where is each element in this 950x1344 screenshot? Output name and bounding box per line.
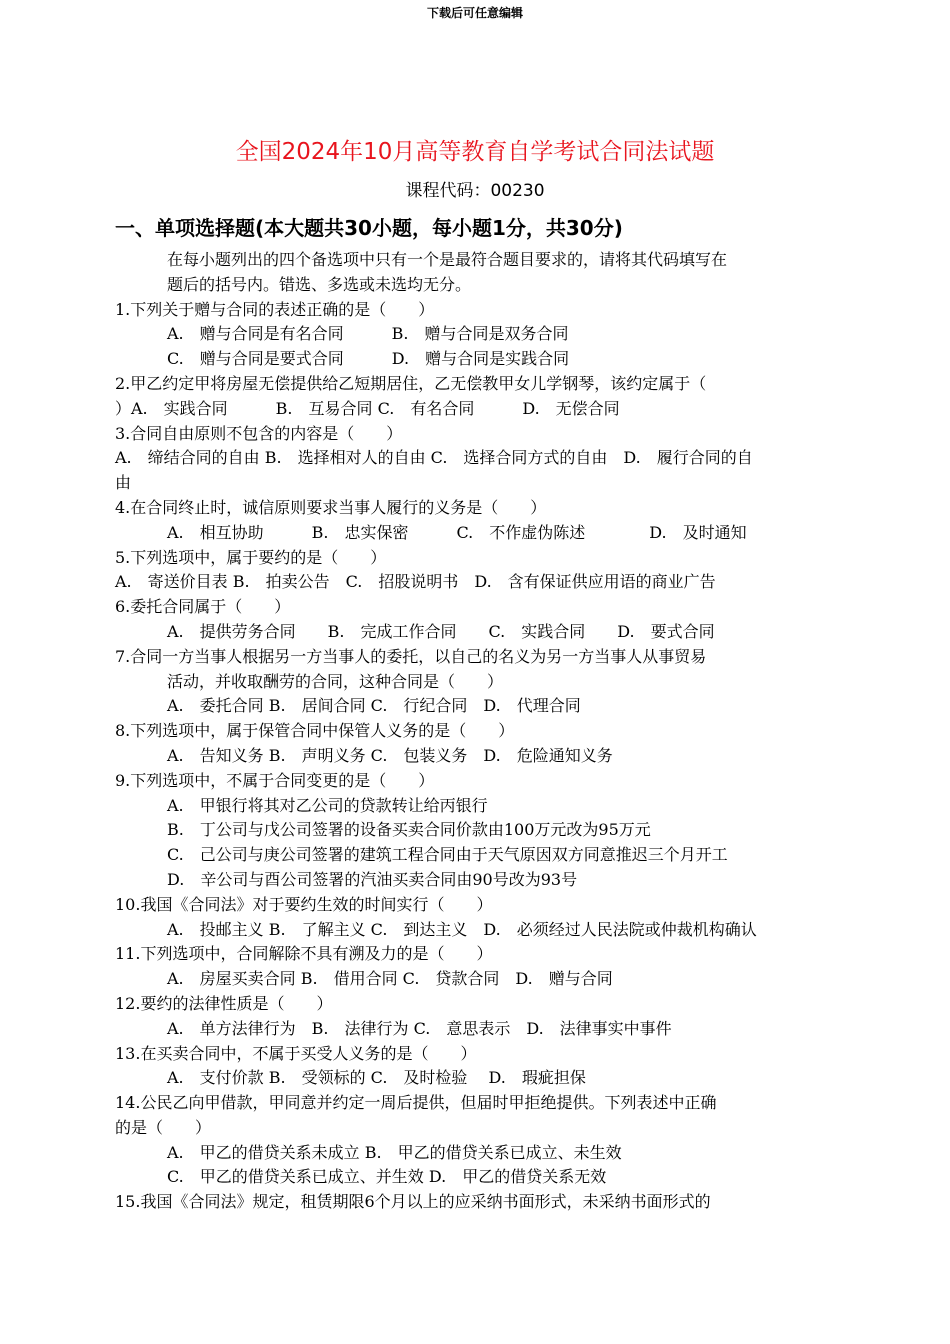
exam-title: 全国2024年10月高等教育自学考试合同法试题 (235, 139, 715, 165)
question-options: A. 房屋买卖合同 B. 借用合同 C. 贷款合同 D. 赠与合同 (167, 969, 613, 989)
question-options: A. 相互协助 B. 忠实保密 C. 不作虚伪陈述 D. 及时通知 (167, 522, 747, 542)
question-stem: 9.下列选项中，不属于合同变更的是（ ） (115, 770, 435, 790)
question-options: A. 缔结合同的自由 B. 选择相对人的自由 C. 选择合同方式的自由 D. 履行合同的自 (115, 448, 753, 468)
question-options: A. 提供劳务合同 B. 完成工作合同 C. 实践合同 D. 要式合同 (167, 621, 715, 641)
section-title: 一、单项选择题(本大题共30小题，每小题1分，共30分) (115, 216, 623, 240)
question-options: A. 单方法律行为 B. 法律行为 C. 意思表示 D. 法律事实中事件 (167, 1018, 672, 1038)
question-stem: 10.我国《合同法》对于要约生效的时间实行（ ） (115, 894, 493, 914)
question-stem: 3.合同自由原则不包含的内容是（ ） (115, 423, 403, 443)
question-options: A. 委托合同 B. 居间合同 C. 行纪合同 D. 代理合同 (167, 696, 581, 716)
instruction-line: 在每小题列出的四个备选项中只有一个是最符合题目要求的，请将其代码填写在 (167, 250, 728, 269)
question-option: C. 己公司与庚公司签署的建筑工程合同由于天气原因双方同意推迟三个月开工 (167, 845, 728, 865)
question-options: A. 赠与合同是有名合同 B. 赠与合同是双务合同 (167, 324, 569, 344)
question-options: C. 甲乙的借贷关系已成立、并生效 D. 甲乙的借贷关系无效 (167, 1167, 607, 1187)
question-stem: 13.在买卖合同中，不属于买受人义务的是（ ） (115, 1043, 477, 1063)
instruction-line: 题后的括号内。错选、多选或未选均无分。 (167, 274, 472, 294)
question-stem: 14.公民乙向甲借款，甲同意并约定一周后提供，但届时甲拒绝提供。下列表述中正确 (115, 1093, 717, 1113)
question-options: A. 支付价款 B. 受领标的 C. 及时检验 D. 瑕疵担保 (167, 1068, 586, 1088)
question-option: B. 丁公司与戊公司签署的设备买卖合同价款由100万元改为95万元 (167, 820, 651, 840)
question-stem: 4.在合同终止时，诚信原则要求当事人履行的义务是（ ） (115, 497, 547, 517)
question-options: A. 告知义务 B. 声明义务 C. 包装义务 D. 危险通知义务 (167, 745, 613, 765)
question-stem: 2.甲乙约定甲将房屋无偿提供给乙短期居住，乙无偿教甲女儿学钢琴，该约定属于（ (115, 373, 707, 393)
question-stem: 12.要约的法律性质是（ ） (115, 993, 333, 1013)
question-options: A. 投邮主义 B. 了解主义 C. 到达主义 D. 必须经过人民法院或仲裁机构确认 (167, 919, 757, 939)
question-stem: 活动，并收取酬劳的合同，这种合同是（ ） (167, 671, 504, 691)
question-options: C. 赠与合同是要式合同 D. 赠与合同是实践合同 (167, 349, 570, 369)
course-code: 课程代码：00230 (405, 181, 545, 201)
question-options: A. 寄送价目表 B. 拍卖公告 C. 招股说明书 D. 含有保证供应用语的商业广告 (115, 572, 716, 592)
question-stem: 1.下列关于赠与合同的表述正确的是（ ） (115, 299, 435, 319)
question-stem: 8.下列选项中，属于保管合同中保管人义务的是（ ） (115, 721, 515, 741)
question-stem: 6.委托合同属于（ ） (115, 597, 291, 617)
question-stem: 的是（ ） (115, 1117, 212, 1137)
question-body (115, 248, 840, 1215)
question-options: ）A. 实践合同 B. 互易合同 C. 有名合同 D. 无偿合同 (115, 398, 620, 418)
question-option: A. 甲银行将其对乙公司的贷款转让给丙银行 (167, 795, 488, 815)
question-stem: 5.下列选项中，属于要约的是（ ） (115, 547, 387, 567)
question-option: D. 辛公司与酉公司签署的汽油买卖合同由90号改为93号 (167, 869, 578, 889)
question-stem: 15.我国《合同法》规定，租赁期限6个月以上的应采纳书面形式，未采纳书面形式的 (115, 1192, 711, 1212)
watermark-text: 下载后可任意编辑 (426, 6, 523, 20)
question-stem: 11.下列选项中，合同解除不具有溯及力的是（ ） (115, 944, 493, 964)
question-stem: 7.合同一方当事人根据另一方当事人的委托，以自己的名义为另一方当事人从事贸易 (115, 646, 707, 666)
question-options: A. 甲乙的借贷关系未成立 B. 甲乙的借贷关系已成立、未生效 (167, 1142, 622, 1162)
question-options: 由 (115, 473, 132, 493)
